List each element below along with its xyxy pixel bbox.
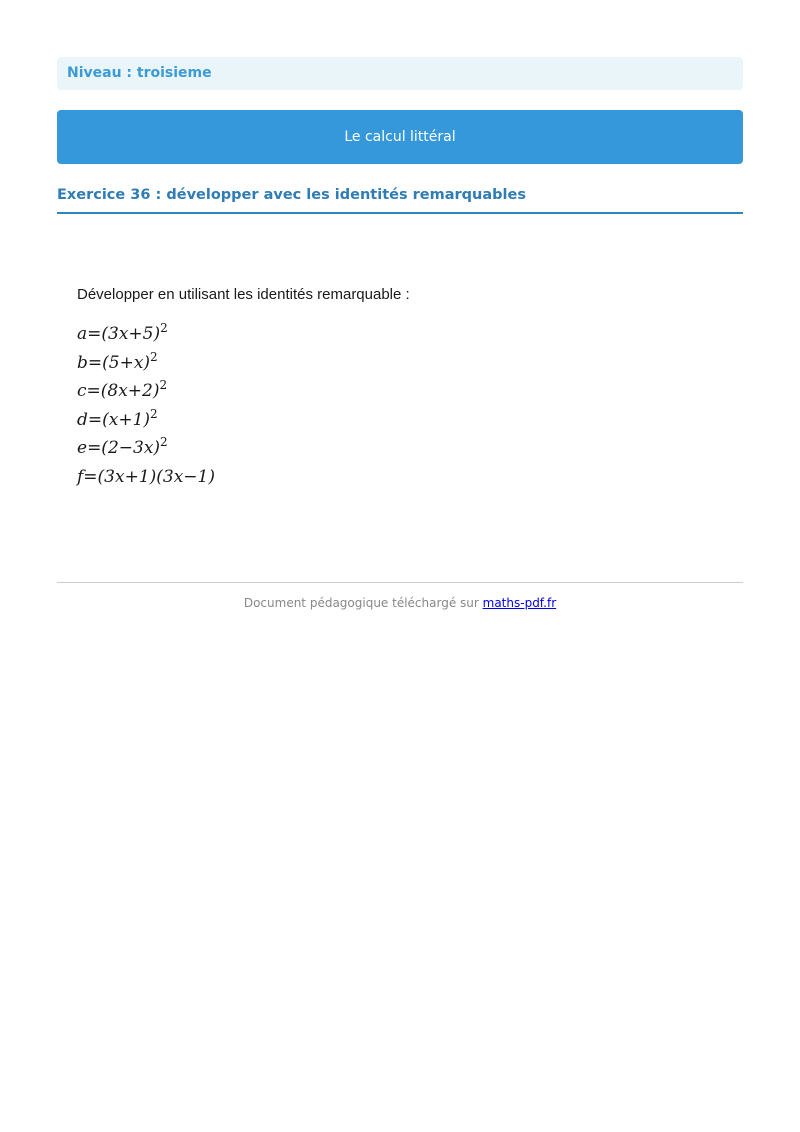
formula-e: $e=(2-3x)^2$ <box>77 435 168 458</box>
footer-link[interactable]: maths-pdf.fr <box>482 596 557 610</box>
formula-b: $b=(5+x)^2$ <box>77 349 158 373</box>
level-badge: Niveau : troisieme <box>57 57 743 90</box>
formula-d: $d=(x+1)^2$ <box>77 406 158 430</box>
footer-divider <box>57 582 743 583</box>
formula-c: $c=(8x+2)^2$ <box>77 378 168 401</box>
footer-text: Document pédagogique téléchargé sur <box>243 596 483 610</box>
exercise-instruction: Développer en utilisant les identités remarquable : <box>77 286 410 303</box>
formula-f: f=(3x+1)(3x−1) <box>77 466 215 487</box>
exercise-content <box>77 284 677 491</box>
formula-a: $a=(3x+5)^2$ <box>77 321 168 344</box>
chapter-banner: Le calcul littéral <box>57 110 743 164</box>
footer <box>57 594 743 612</box>
exercise-title: Exercice 36 : développer avec les identités remarquables <box>57 183 743 214</box>
